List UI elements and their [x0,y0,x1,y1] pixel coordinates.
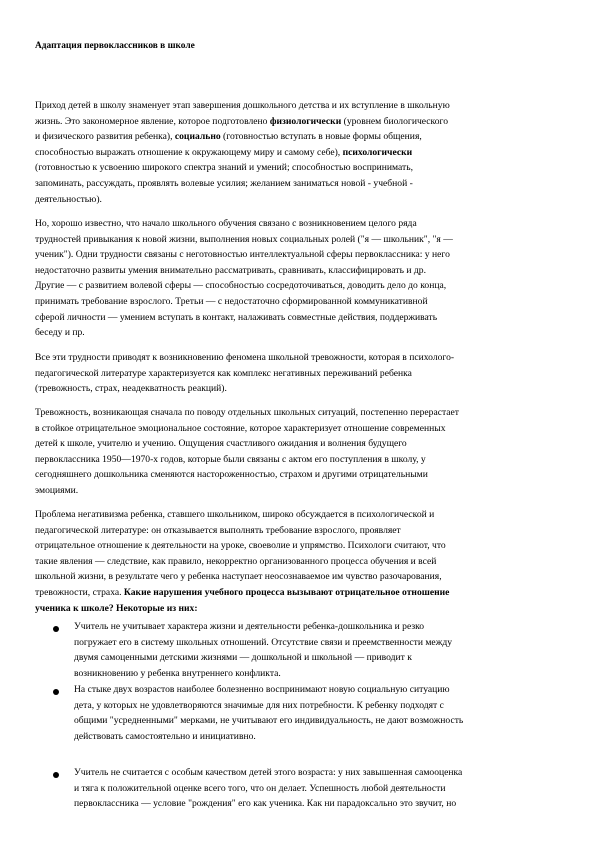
paragraph-line [35,232,560,248]
list-item-line: На стыке двух возрастов наиболее болезненно воспринимают новую социальную ситуацию [74,684,450,695]
paragraph-4 [35,405,560,499]
paragraph-line [35,467,560,483]
paragraph-line [35,523,560,539]
paragraph-line [35,601,560,617]
paragraph-line [35,216,560,232]
bold-text-run: социально [174,131,221,143]
paragraph-line [35,366,560,382]
paragraph-line [35,569,560,585]
paragraph-line [35,421,560,437]
paragraph-line [35,294,560,310]
list-item [74,765,564,812]
text-run: сферой личности — умением вступать в контакт, налаживать совместные действия, поддерживать [35,311,438,323]
bold-text-run: физиологически [269,115,342,127]
text-run: отрицательное отношение к деятельности на уроке, своеволие и упрямство. Психологи считают, что [35,540,446,552]
paragraph-line [35,483,560,499]
paragraph-1 [35,98,560,207]
text-run: сегодняшнего дошкольника сменяются настороженностью, страхом и другими отрицательными [35,469,428,481]
text-run: педагогической литературе: он отказывается выполнять требование взрослого, проявляет [35,524,401,536]
text-run: (готовностью вступать в новые формы общения, [220,131,422,143]
paragraph-line [35,350,560,366]
list-item [74,682,564,744]
paragraph-line [35,325,560,341]
text-run: запоминать, рассуждать, проявлять волевые усилия; желанием заниматься новой - учебной - [35,177,413,189]
text-run: беседу и пр. [35,327,85,339]
paragraph-line [35,381,560,397]
document-title: Адаптация первоклассников в школе [35,41,195,51]
paragraph-line [35,145,560,161]
paragraph-line [35,192,560,208]
text-run: Все эти трудности приводят к возникновению феномена школьной тревожности, которая в психолого- [35,352,455,363]
paragraph-line [35,585,560,601]
text-run: детей к школе, учителю и учению. Ощущения счастливого ожидания и волнения будущего [35,438,407,450]
paragraph-line [35,538,560,554]
list-item-line: действовать самостоятельно и инициативно. [74,730,256,742]
paragraph-line [35,176,560,192]
list-item-line: дета, у которых не удовлетворяются значимые для них потребности. К ребенку подходят с [74,699,444,711]
list-item-line: Учитель не учитывает характера жизни и деятельности ребенка-дошкольника и резко [74,621,425,632]
text-run: деятельностью). [35,193,102,205]
list-item [74,619,564,681]
text-run: (уровнем биологического [341,115,449,127]
text-run: недостаточно развиты умения внимательно рассматривать, сравнивать, классифицировать и др. [35,264,426,276]
text-run: Другие — с развитием волевой сферы — способностью сосредоточиваться, доводить дело до конца, [35,280,447,292]
text-run: эмоциями. [35,484,79,496]
bold-text-run: психологически [342,146,413,158]
text-run: школьной жизни, в результате чего у ребенка наступает неосознаваемое им чувство разочарования, [35,571,442,583]
text-run: Проблема негативизма ребенка, ставшего школьником, широко обсуждается в психологической и [35,509,435,520]
bullet-icon [53,626,59,632]
bullet-icon [53,772,59,778]
text-run: Тревожность, возникающая сначала по поводу отдельных школьных ситуаций, постепенно перерастает [35,407,459,418]
text-run: такие явления — следствие, как правило, некорректно организованного процесса обучения и всей [35,555,437,567]
paragraph-line [35,507,560,523]
text-run: Но, хорошо известно, что начало школьного обучения связано с возникновением целого ряда [35,218,417,229]
bullet-icon [53,689,59,695]
paragraph-line [35,452,560,468]
paragraph-line [35,263,560,279]
list-item-line: Учитель не считается с особым качеством детей этого возраста: у них завышенная самооценка [74,767,463,778]
list-item-line: двумя самоценными детскими жизнями — дошкольной и школьной — приводит к [74,652,412,664]
text-run: (тревожность, страх, неадекватность реакций). [35,383,227,395]
text-run: жизнь. Это закономерное явление, которое подготовлено [35,115,270,127]
paragraph-line [35,405,560,421]
text-run: и физического развития ребенка), [35,131,175,143]
paragraph-line [35,247,560,263]
list-item-line: погружает его в систему школьных отношений. Отсутствие связи и преемственности между [74,636,452,648]
text-run: принимать требование взрослого. Третьи — с недостаточно сформированной коммуникативной [35,295,428,307]
list-item-line: общими "усредненными" мерками, не учитывают его индивидуальность, не дают возможность [74,715,464,727]
text-run: первоклассника 1950—1970-х годов, которые были связаны с актом его поступления в школу, у [35,453,426,465]
text-run: ученик"). Одни трудности связаны с неготовностью интеллектуальной сферы первоклассника: у него [35,249,450,261]
paragraph-line [35,554,560,570]
list-item-line: возникновению у ребенка внутреннего конфликта. [74,667,281,679]
bold-text-run: ученика к школе? Некоторые из них: [35,602,198,614]
paragraph-5 [35,507,560,616]
text-run: педагогической литературе характеризуется как комплекс негативных переживаний ребенка [35,367,412,379]
text-run: трудностей привыкания к новой жизни, выполнения новых социальных ролей ("я — школьник", "я — [35,233,453,245]
list-item-line: и тяга к положительной оценке всего того, что он делает. Успешность любой деятельности [74,782,446,794]
text-run: тревожности, страха. [35,586,124,598]
list-item-line: первоклассника — условие "рождения" его как ученика. Как ни парадоксально это звучит, но [74,798,457,810]
paragraph-line [35,278,560,294]
bold-text-run: Какие нарушения учебного процесса вызывают отрицательное отношение [123,586,450,598]
paragraph-line [35,98,560,114]
paragraph-2 [35,216,560,341]
paragraph-3 [35,350,560,397]
text-run: способностью выражать отношение к окружающему миру и самому себе), [35,146,343,158]
paragraph-line [35,129,560,145]
paragraph-line [35,160,560,176]
text-run: Приход детей в школу знаменует этап завершения дошкольного детства и их вступление в школьную [35,100,450,111]
paragraph-line [35,114,560,130]
paragraph-line [35,310,560,326]
text-run: в стойкое отрицательное эмоциональное состояние, которое характеризует отношение современных [35,422,446,434]
text-run: (готовностью к усвоению широкого спектра знаний и умений; способностью воспринимать, [35,162,414,174]
paragraph-line [35,436,560,452]
